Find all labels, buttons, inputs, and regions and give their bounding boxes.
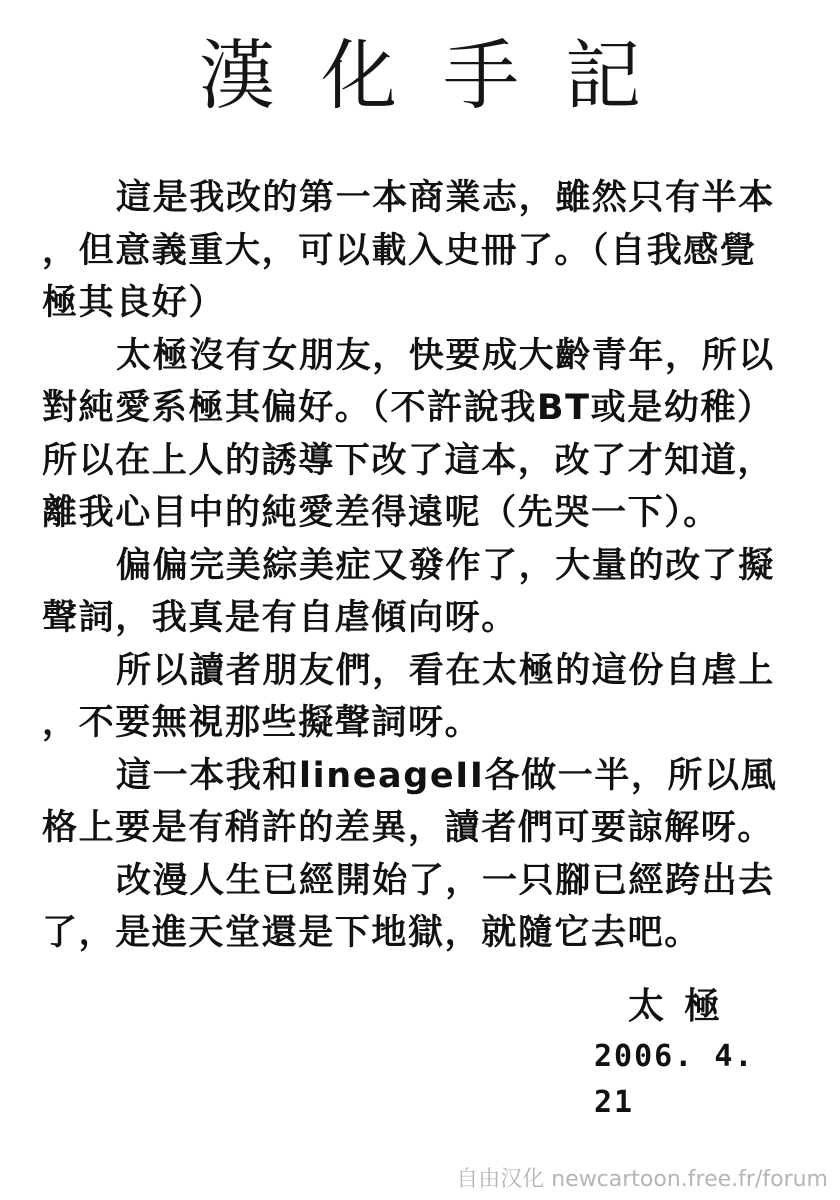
- text-line: 格上要是有稍許的差異，讀者們可要諒解呀。: [42, 808, 775, 848]
- signature-author: 太極: [628, 986, 741, 1027]
- text-line: 這是我改的第一本商業志，雖然只有半本: [116, 178, 775, 218]
- text-line: ，但意義重大，可以載入史冊了。（自我感覺: [42, 230, 757, 271]
- text-line: 對純愛系極其偏好。（不許說我BT或是幼稚）: [42, 388, 774, 428]
- text-line: 偏偏完美綜美症又發作了，大量的改了擬: [116, 545, 775, 586]
- text-line: 所以讀者朋友們，看在太極的這份自虐上: [116, 650, 775, 691]
- text-line: 離我心目中的純愛差得遠呢（先哭一下）。: [42, 493, 720, 533]
- text-line: 所以在上人的誘導下改了這本，改了才知道，: [42, 440, 775, 481]
- text-line: 了，是進天堂還是下地獄，就隨它去吧。: [42, 913, 701, 953]
- text-line: 極其良好）: [42, 283, 226, 323]
- text-line: ，不要無視那些擬聲詞呀。: [42, 703, 482, 743]
- watermark-text: 自由汉化 newcartoon.free.fr/forum: [456, 1167, 828, 1192]
- page-title: 漢化手記: [199, 31, 687, 120]
- text-line: 這一本我和lineageII各做一半，所以風: [116, 755, 778, 796]
- signature-date: 2006. 4. 21: [594, 1039, 755, 1120]
- text-line: 聲詞，我真是有自虐傾向呀。: [42, 598, 518, 638]
- notes-body: [42, 172, 794, 960]
- text-line: 太極沒有女朋友，快要成大齡青年，所以: [116, 335, 775, 376]
- text-line: 改漫人生已經開始了，一只腳已經跨出去: [116, 860, 775, 901]
